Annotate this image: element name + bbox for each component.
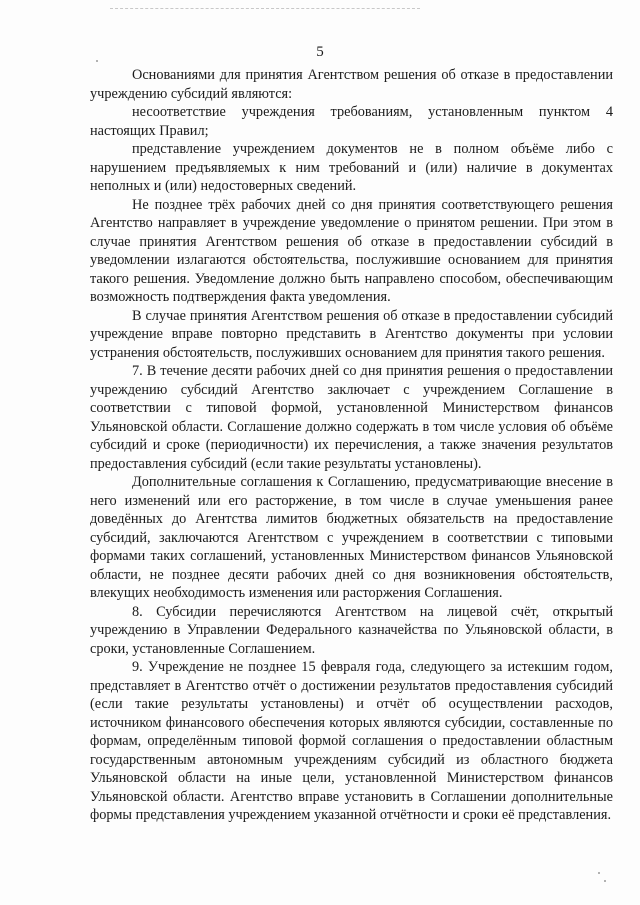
paragraph-resubmission: В случае принятия Агентством решения об отказе в предоставлении субсидий учреждение вправе повторно представить в Агентство документы при условии устранения обстоятельств, послуживших основанием для принятия такого решения. <box>90 307 613 361</box>
paragraph-clause-8: 8. Субсидии перечисляются Агентством на лицевой счёт, открытый учреждению в Управлении Федерального казначейства по Ульяновской области, в сроки, установленные Соглашением. <box>90 603 613 657</box>
scan-speck <box>604 880 606 882</box>
scan-speck <box>598 872 600 874</box>
paragraph-additional-agreements: Дополнительные соглашения к Соглашению, предусматривающие внесение в него изменений или его расторжение, в том числе в случае уменьшения ранее доведённых до Агентства лимитов бюджетных обязательств на предоставление субсидий, заключаются Агентством с учреждением в соответствии с типовыми формами таких соглашений, установленных Министерством финансов Ульяновской области, не позднее десяти рабочих дней со дня возникновения обстоятельств, влекущих необходимость изменения или расторжения Соглашения. <box>90 474 613 601</box>
paragraph-notification: Не позднее трёх рабочих дней со дня принятия соответствующего решения Агентство направляет в учреждение уведомление о принятом решении. При этом в случае принятия Агентством решения об отказе в предоставлении субсидий в уведомлении излагаются обстоятельства, послужившие основанием для принятия такого решения. Уведомление должно быть направлено способом, обеспечивающим возможность подтверждения факта уведомления. <box>90 196 613 305</box>
paragraph-clause-7: 7. В течение десяти рабочих дней со дня принятия решения о предоставлении учреждению субсидий Агентство заключает с учреждением Соглашение в соответствии с типовой формой, установленной Министерством финансов Ульяновской области. Соглашение должно содержать в том числе условия об объёме субсидий и сроке (периодичности) их перечисления, а также значения результатов предоставления субсидий (если такие результаты установлены). <box>90 363 613 472</box>
document-body <box>90 66 613 825</box>
scan-artifact-line <box>110 8 420 11</box>
paragraph-clause-9: 9. Учреждение не позднее 15 февраля года, следующего за истекшим годом, представляет в Агентство отчёт о достижении результатов предоставления субсидий (если такие результаты установлены) и отчёт об осуществлении расходов, источником финансового обеспечения которых являются субсидии, составленные по формам, определённым типовой формой соглашения о предоставлении областным государственным автономным учреждениям субсидий из областного бюджета Ульяновской области на иные цели, установленной Министерством финансов Ульяновской области. Агентство вправе установить в Соглашении дополнительные формы представления учреждением указанной отчётности и сроки её представления. <box>90 659 613 823</box>
scan-speck <box>96 60 98 62</box>
page-number: 5 <box>316 44 324 60</box>
paragraph-incomplete-documents: представление учреждением документов не в полном объёме либо с нарушением предъявляемых к ним требований и (или) наличие в документах неполных и (или) недостоверных сведений. <box>90 141 613 194</box>
paragraph-nonconformity: несоответствие учреждения требованиям, установленным пунктом 4 настоящих Правил; <box>90 104 613 139</box>
paragraph-grounds-for-refusal: Основаниями для принятия Агентством решения об отказе в предоставлении учреждению субсидий являются: <box>90 67 613 102</box>
